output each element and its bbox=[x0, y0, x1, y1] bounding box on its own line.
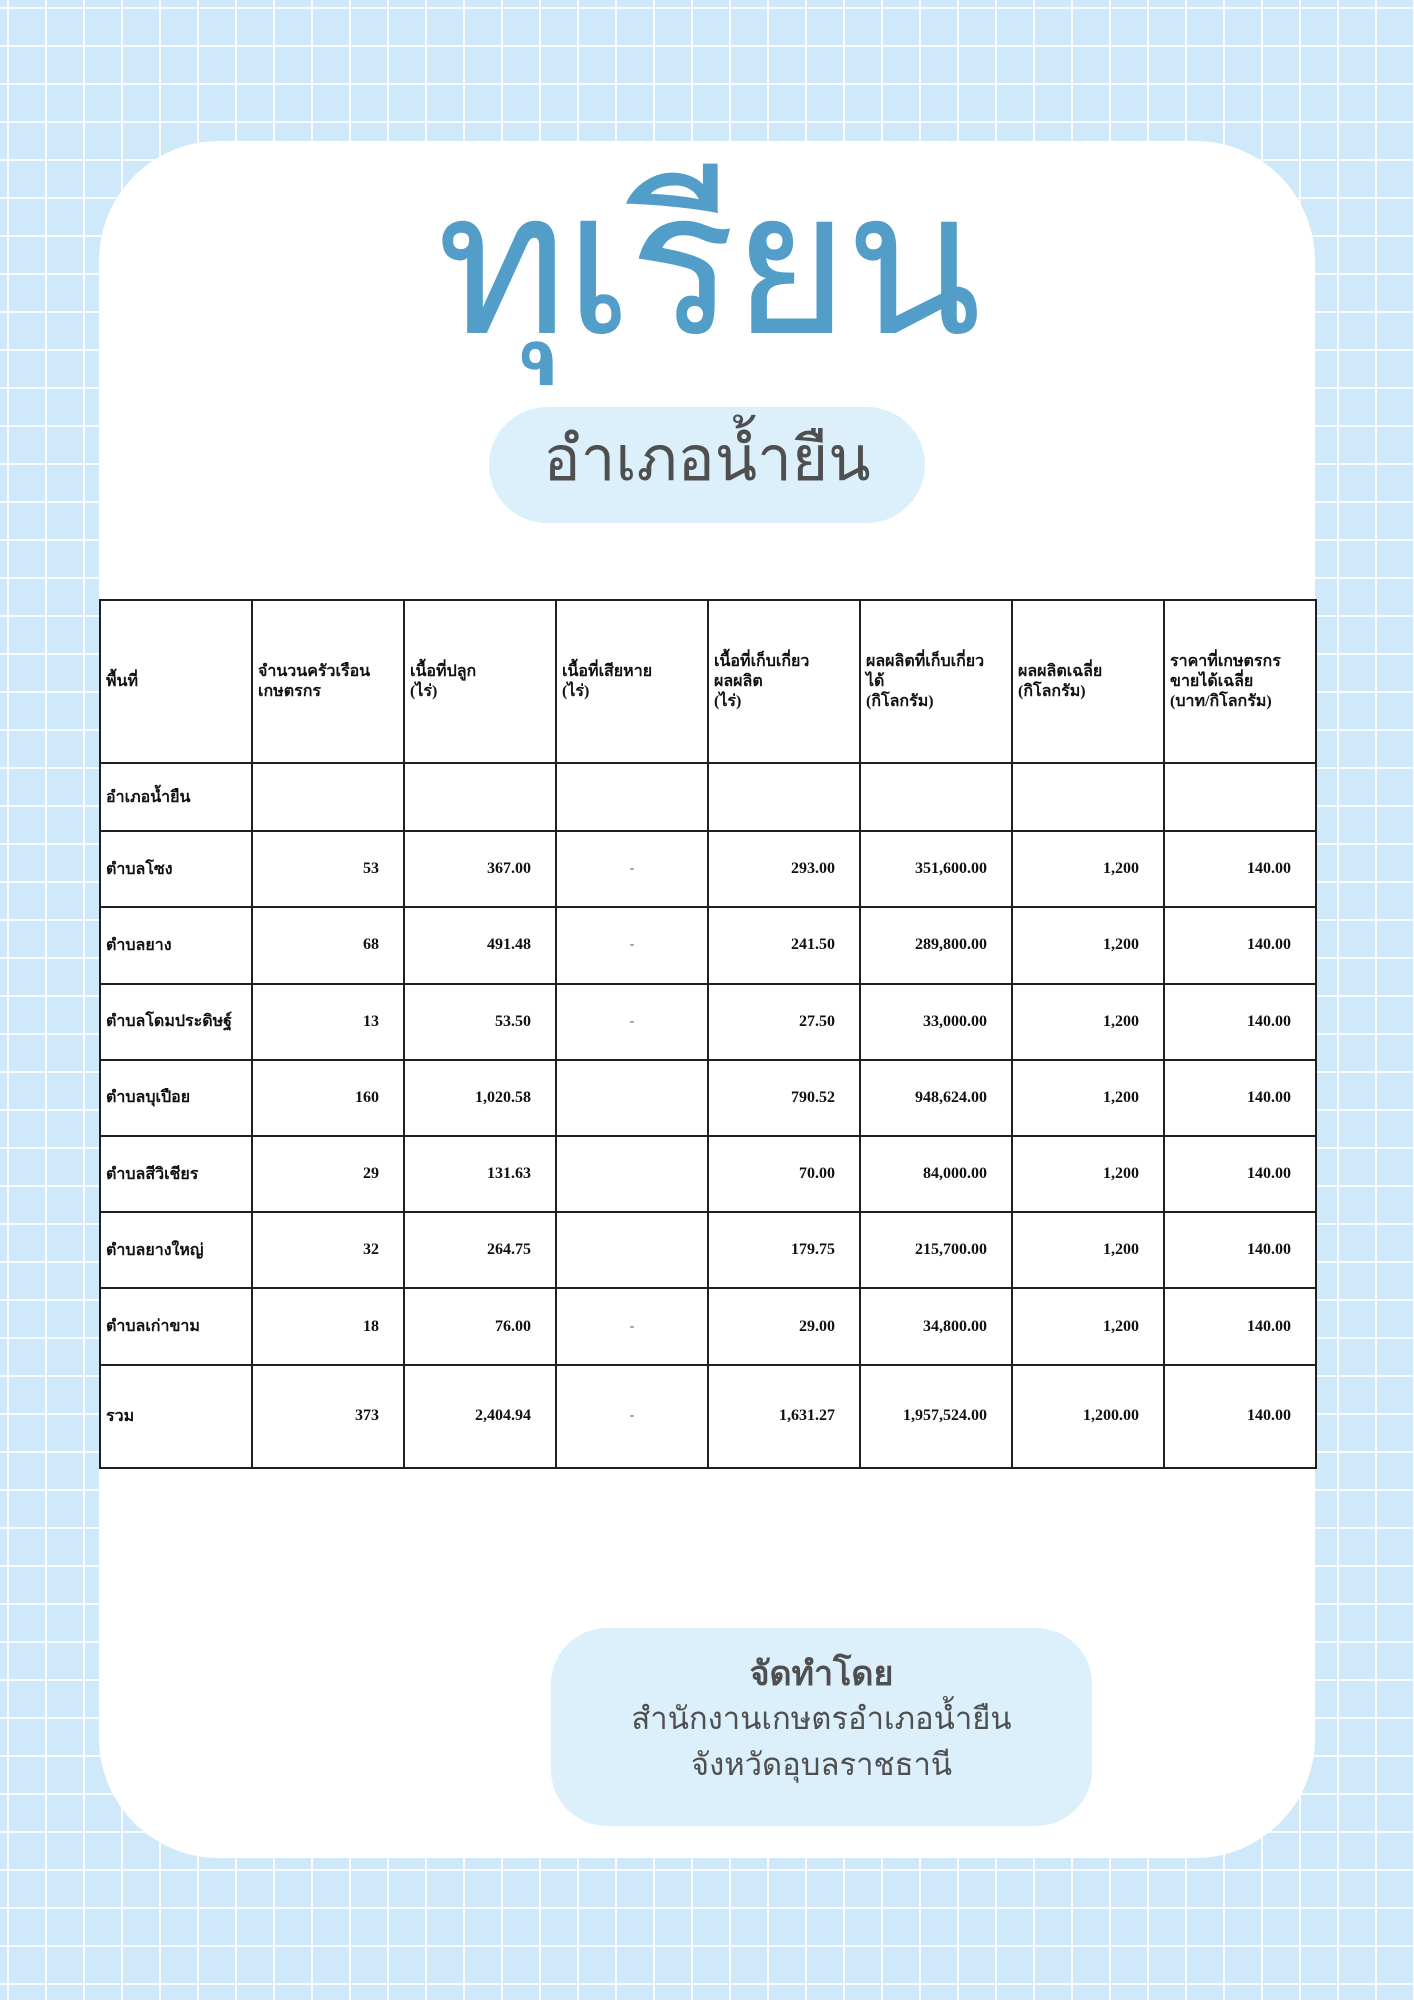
cell-planted-area: 367.00 bbox=[404, 831, 556, 907]
cell-area: ตำบลโดมประดิษฐ์ bbox=[100, 984, 252, 1060]
table-header-row bbox=[100, 600, 1316, 763]
cell-average-yield: 1,200 bbox=[1012, 984, 1164, 1060]
header-households: จำนวนครัวเรือน เกษตรกร bbox=[252, 600, 404, 763]
cell-harvested-area: 1,631.27 bbox=[708, 1365, 860, 1468]
cell-area: รวม bbox=[100, 1365, 252, 1468]
cell-average-price: 140.00 bbox=[1164, 831, 1316, 907]
credit-province: จังหวัดอุบลราชธานี bbox=[690, 1747, 953, 1783]
cell-planted-area: 2,404.94 bbox=[404, 1365, 556, 1468]
cell-average-price: 140.00 bbox=[1164, 1060, 1316, 1136]
cell-planted-area: 131.63 bbox=[404, 1136, 556, 1212]
table-row bbox=[100, 1212, 1316, 1288]
durian-data-table bbox=[99, 599, 1317, 1469]
cell-damaged-area: - bbox=[556, 984, 708, 1060]
cell-average-price: 140.00 bbox=[1164, 907, 1316, 983]
cell-harvested-area: 70.00 bbox=[708, 1136, 860, 1212]
cell-harvest-yield: 84,000.00 bbox=[860, 1136, 1012, 1212]
cell-average-yield: 1,200 bbox=[1012, 1212, 1164, 1288]
cell-households: 53 bbox=[252, 831, 404, 907]
cell-planted-area: 491.48 bbox=[404, 907, 556, 983]
table-row bbox=[100, 1288, 1316, 1364]
cell-area: ตำบลบุเปือย bbox=[100, 1060, 252, 1136]
cell-households: 373 bbox=[252, 1365, 404, 1468]
cell-average-price: 140.00 bbox=[1164, 1136, 1316, 1212]
cell-harvested-area: 27.50 bbox=[708, 984, 860, 1060]
cell-average-yield bbox=[1012, 763, 1164, 831]
cell-average-price: 140.00 bbox=[1164, 984, 1316, 1060]
cell-damaged-area: - bbox=[556, 907, 708, 983]
cell-harvest-yield: 215,700.00 bbox=[860, 1212, 1012, 1288]
header-planted-area: เนื้อที่ปลูก (ไร่) bbox=[404, 600, 556, 763]
cell-average-yield: 1,200.00 bbox=[1012, 1365, 1164, 1468]
cell-planted-area: 264.75 bbox=[404, 1212, 556, 1288]
cell-average-price: 140.00 bbox=[1164, 1288, 1316, 1364]
cell-damaged-area bbox=[556, 763, 708, 831]
page-subtitle: อำเภอน้ำยืน bbox=[543, 422, 871, 495]
cell-harvest-yield: 351,600.00 bbox=[860, 831, 1012, 907]
cell-harvested-area: 29.00 bbox=[708, 1288, 860, 1364]
cell-average-yield: 1,200 bbox=[1012, 831, 1164, 907]
cell-area: ตำบลโซง bbox=[100, 831, 252, 907]
cell-households: 68 bbox=[252, 907, 404, 983]
cell-households bbox=[252, 763, 404, 831]
cell-harvest-yield bbox=[860, 763, 1012, 831]
table-row bbox=[100, 831, 1316, 907]
cell-area: ตำบลเก่าขาม bbox=[100, 1288, 252, 1364]
cell-area: ตำบลยางใหญ่ bbox=[100, 1212, 252, 1288]
cell-harvest-yield: 33,000.00 bbox=[860, 984, 1012, 1060]
cell-harvested-area bbox=[708, 763, 860, 831]
cell-damaged-area: - bbox=[556, 831, 708, 907]
cell-harvested-area: 241.50 bbox=[708, 907, 860, 983]
cell-average-yield: 1,200 bbox=[1012, 1136, 1164, 1212]
cell-households: 32 bbox=[252, 1212, 404, 1288]
cell-average-yield: 1,200 bbox=[1012, 907, 1164, 983]
cell-households: 18 bbox=[252, 1288, 404, 1364]
credit-office: สำนักงานเกษตรอำเภอน้ำยืน bbox=[631, 1701, 1012, 1737]
cell-harvest-yield: 289,800.00 bbox=[860, 907, 1012, 983]
cell-households: 160 bbox=[252, 1060, 404, 1136]
credit-box bbox=[551, 1628, 1092, 1826]
table-row bbox=[100, 1136, 1316, 1212]
cell-area: ตำบลสีวิเชียร bbox=[100, 1136, 252, 1212]
credit-title: จัดทำโดย bbox=[749, 1654, 894, 1694]
cell-average-price: 140.00 bbox=[1164, 1365, 1316, 1468]
cell-planted-area: 76.00 bbox=[404, 1288, 556, 1364]
cell-damaged-area bbox=[556, 1212, 708, 1288]
table-total-row bbox=[100, 1365, 1316, 1468]
cell-harvested-area: 179.75 bbox=[708, 1212, 860, 1288]
table-row bbox=[100, 907, 1316, 983]
cell-harvest-yield: 1,957,524.00 bbox=[860, 1365, 1012, 1468]
table-row bbox=[100, 1060, 1316, 1136]
cell-average-price bbox=[1164, 763, 1316, 831]
cell-damaged-area bbox=[556, 1136, 708, 1212]
cell-damaged-area bbox=[556, 1060, 708, 1136]
table-row bbox=[100, 984, 1316, 1060]
cell-harvested-area: 790.52 bbox=[708, 1060, 860, 1136]
header-harvest-yield: ผลผลิตที่เก็บเกี่ยว ได้ (กิโลกรัม) bbox=[860, 600, 1012, 763]
header-harvested-area: เนื้อที่เก็บเกี่ยว ผลผลิต (ไร่) bbox=[708, 600, 860, 763]
header-damaged-area: เนื้อที่เสียหาย (ไร่) bbox=[556, 600, 708, 763]
header-area: พื้นที่ bbox=[100, 600, 252, 763]
cell-planted-area: 53.50 bbox=[404, 984, 556, 1060]
cell-damaged-area: - bbox=[556, 1288, 708, 1364]
header-average-yield: ผลผลิตเฉลี่ย (กิโลกรัม) bbox=[1012, 600, 1164, 763]
cell-area: ตำบลยาง bbox=[100, 907, 252, 983]
cell-area: อำเภอน้ำยืน bbox=[100, 763, 252, 831]
cell-average-price: 140.00 bbox=[1164, 1212, 1316, 1288]
table-row bbox=[100, 763, 1316, 831]
cell-harvest-yield: 948,624.00 bbox=[860, 1060, 1012, 1136]
cell-damaged-area: - bbox=[556, 1365, 708, 1468]
cell-harvest-yield: 34,800.00 bbox=[860, 1288, 1012, 1364]
cell-households: 13 bbox=[252, 984, 404, 1060]
cell-average-yield: 1,200 bbox=[1012, 1288, 1164, 1364]
cell-planted-area bbox=[404, 763, 556, 831]
cell-harvested-area: 293.00 bbox=[708, 831, 860, 907]
cell-households: 29 bbox=[252, 1136, 404, 1212]
cell-planted-area: 1,020.58 bbox=[404, 1060, 556, 1136]
page-title: ทุเรียน bbox=[436, 148, 978, 381]
cell-average-yield: 1,200 bbox=[1012, 1060, 1164, 1136]
header-average-price: ราคาที่เกษตรกร ขายได้เฉลี่ย (บาท/กิโลกรัม) bbox=[1164, 600, 1316, 763]
